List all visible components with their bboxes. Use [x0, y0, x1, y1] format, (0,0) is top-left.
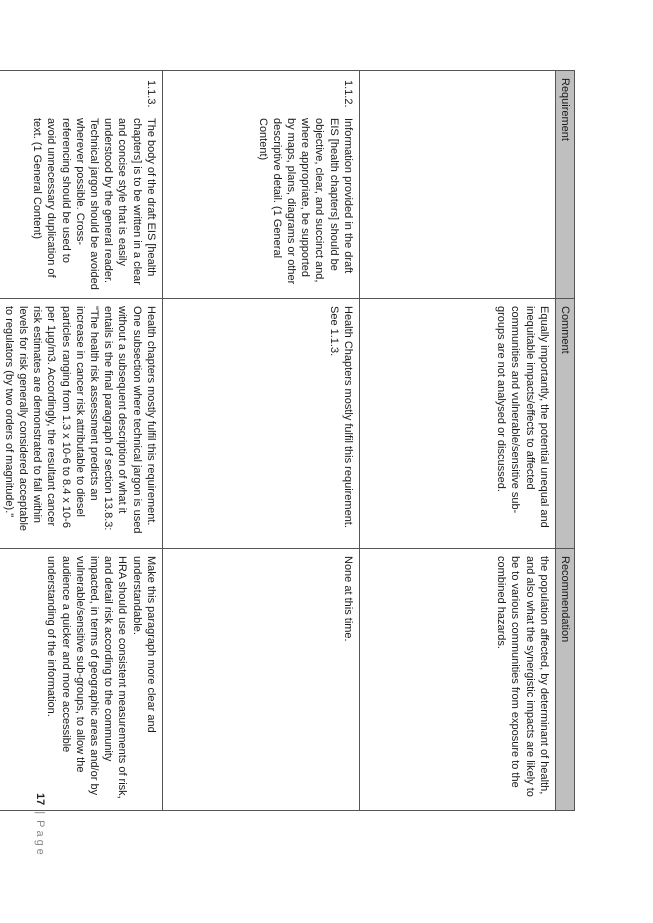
recommendation-paragraph: Make this paragraph more clear and understandable.: [130, 556, 157, 733]
page-label: Page: [34, 820, 46, 858]
requirements-table: [0, 70, 575, 811]
header-comment: Comment: [555, 299, 574, 549]
requirement-number: 1.1.3.: [144, 80, 157, 108]
requirement-cell: [359, 71, 555, 299]
comment-cell: [359, 299, 555, 549]
comment-cell: [162, 299, 359, 549]
header-recommendation: Recommendation: [555, 549, 574, 811]
requirement-number: 1.1.2.: [341, 80, 354, 108]
recommendation-paragraph: the population affected, by determinant of health, and also what the synergistic impacts are likely to be to various communities from exposure to the combined hazards.: [495, 556, 550, 797]
requirement-text: The body of the draft EIS [health chapters] is to be written in a clear and concise style that is easily understood by the general reader. Technical jargon should be avoided wherever possible. Cross-referencing should be used to avoid unnecessary duplication of text. (1 General Content): [31, 118, 157, 290]
table-row: [0, 71, 162, 811]
comment-paragraph: Health chapters mostly fulfil this requirement.: [144, 306, 157, 526]
table-header-row: [555, 71, 574, 811]
requirement-cell: [162, 71, 359, 299]
header-requirement: Requirement: [555, 71, 574, 299]
table-row: [359, 71, 555, 811]
table-row: [162, 71, 359, 811]
comment-cell: [0, 299, 162, 549]
comment-paragraph: One subsection where technical jargon is used without a subsequent description of what it entails is the final paragraph of section 13.8.3:: [102, 306, 143, 534]
recommendation-cell: [359, 549, 555, 811]
comment-paragraph: Health Chapters mostly fulfil this requirement. See 1.1.3.: [327, 306, 354, 528]
recommendation-paragraph: None at this time.: [341, 556, 354, 642]
recommendation-cell: [162, 549, 359, 811]
recommendation-cell: [0, 549, 162, 811]
requirement-cell: [0, 71, 162, 299]
page-footer: [34, 793, 46, 858]
page-number: 17: [34, 793, 46, 806]
comment-paragraph: Equally importantly, the potential unequal and inequitable impacts/effects to affected communities and vulnerable/sensitive sub-groups are not analysed or discussed.: [495, 306, 550, 528]
page-separator: |: [34, 811, 46, 815]
recommendation-paragraph: HRA should use consistent measurements of risk, and detail risk according to the community impacted, in terms of geographic areas and/or by vulnerable/sensitive sub-groups, to allow the audience a quicker and more accessible understanding of the information.: [45, 556, 129, 799]
requirement-text: Information provided in the draft EIS [health chapters] should be objective, clear, and succinct and, where appropriate, be supported by maps, plans, diagrams or other descriptive detail. (1 General Content): [256, 118, 354, 285]
comment-quote: "The health risk assessment predicts an increase in cancer risk attributable to diesel particles ranging from 1.3 x 10-6 to 8.4 x 10-6 per 1µg/m3. Accordingly, the resultant cancer risk estimates are demonstrated to fall within levels for risk generally considered acceptable to regulators (by two orders of magnitude).": [2, 306, 100, 532]
